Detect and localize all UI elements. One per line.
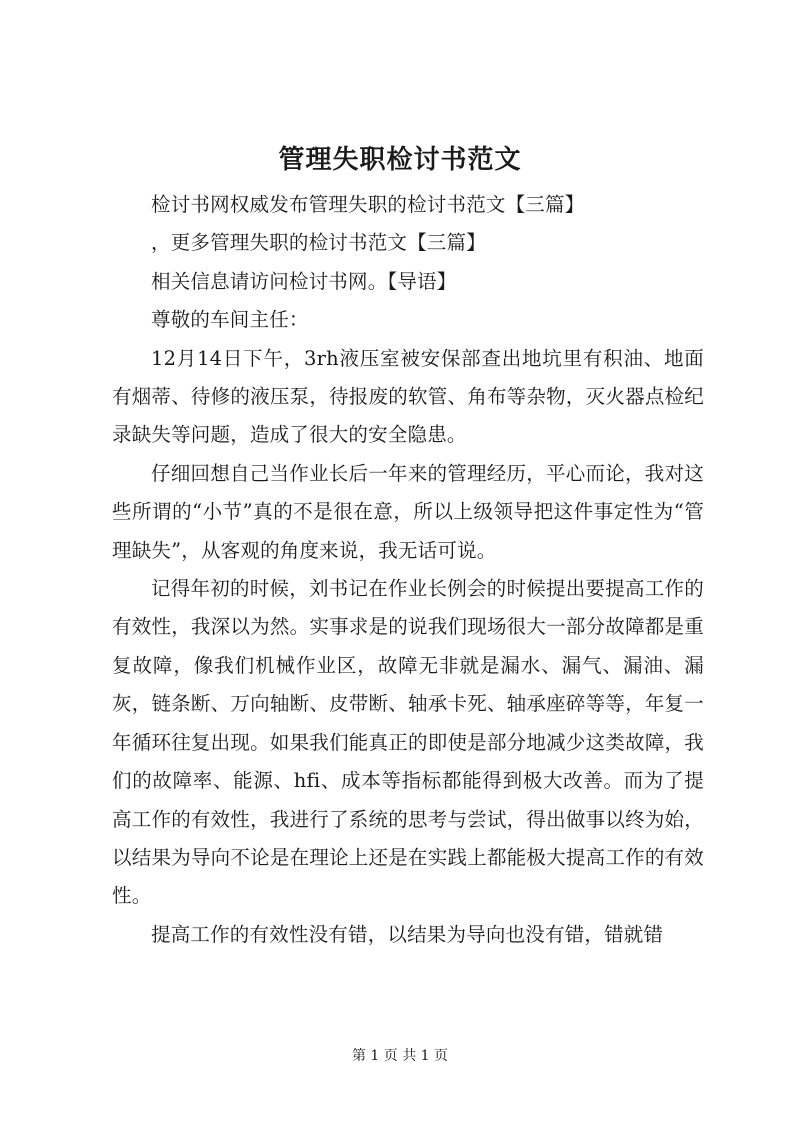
paragraph-reflection: 仔细回想自己当作业长后一年来的管理经历，平心而论，我对这些所谓的“小节”真的不是很在意，所以上级领导把这件事定性为“管理缺失”，从客观的角度来说，我无话可说。	[112, 461, 704, 562]
paragraph-effectiveness: 记得年初的时候，刘书记在作业长例会的时候提出要提高工作的有效性，我深以为然。实事求是的说我们现场很大一部分故障都是重复故障，像我们机械作业区，故障无非就是漏水、漏气、漏油、漏灰，链条断、万向轴断、皮带断、轴承卡死、轴承座碎等等，年复一年循环往复出现。如果我们能真正的即使是部分地减少这类故障，我们的故障率、能源、hfi、成本等指标都能得到极大改善。而为了提高工作的有效性，我进行了系统的思考与尝试，得出做事以终为始，以结果为导向不论是在理论上还是在实践上都能极大提高工作的有效性。	[112, 577, 704, 908]
paragraph-intro-1: 检讨书网权威发布管理失职的检讨书范文【三篇】	[151, 193, 585, 216]
paragraph-intro-3: 相关信息请访问检讨书网。【导语】	[151, 269, 457, 293]
salutation: 尊敬的车间主任：	[151, 308, 309, 332]
paragraph-conclusion: 提高工作的有效性没有错，以结果为导向也没有错，错就错	[151, 922, 664, 946]
paragraph-intro-2: ，更多管理失职的检讨书范文【三篇】	[151, 231, 486, 255]
document-body	[112, 186, 704, 954]
paragraph-incident: 12月14日下午，3rh液压室被安保部查出地坑里有积油、地面有烟蒂、待修的液压泵，待报废的软管、角布等杂物，灭火器点检纪录缺失等问题，造成了很大的安全隐患。	[112, 346, 704, 447]
document-title: 管理失职检讨书范文	[278, 145, 522, 175]
page-number-footer: 第 1 页 共 1 页	[351, 1048, 449, 1064]
